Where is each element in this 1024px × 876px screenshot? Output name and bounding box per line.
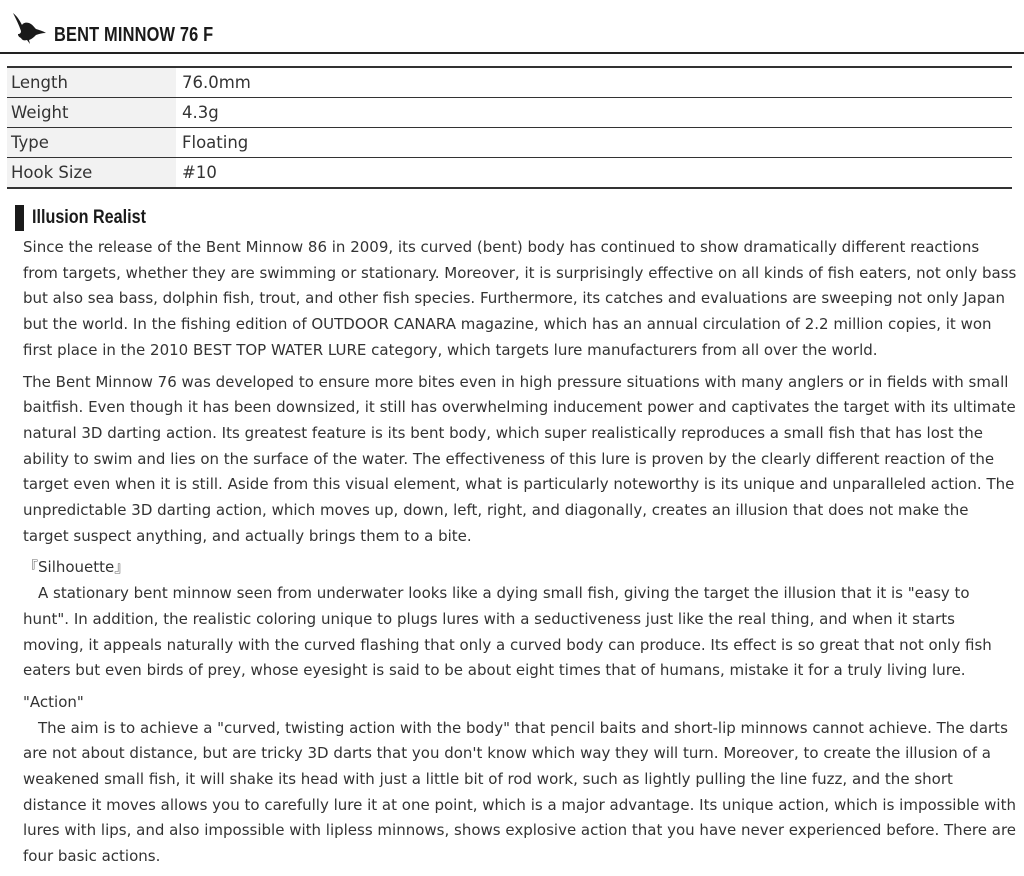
spec-value: #10 bbox=[182, 163, 217, 182]
intro-paragraph: Since the release of the Bent Minnow 86 in 2009, its curved (bent) body has continued to show dramatically different reactions from targets, whether they are swimming or stationary. Moreover, it is surprisingly effective on all kinds of fish eaters, not only bass but also sea bass, dolphin fish, trout, and other fish species. Furthermore, its catches and evaluations are sweeping not only Japan but the world. In the fishing edition of OUTDOOR CANARA magazine, which has an annual circulation of 2.2 million copies, it won first place in the 2010 BEST TOP WATER LURE category, which targets lure manufacturers from all over the world. bbox=[23, 238, 1017, 359]
spec-value: Floating bbox=[176, 128, 1012, 158]
action-paragraph: The aim is to achieve a "curved, twisting action with the body" that pencil baits and short-lip minnows cannot achieve. The darts are not about distance, but are tricky 3D darts that you don't know which way they will turn. Moreover, to create the illusion of a weakened small fish, it will shake its head with just a little bit of rod work, such as lightly pulling the line fuzz, and the short distance it moves allows you to carefully lure it at one point, which is a major advantage. Its unique action, which is impossible with lures with lips, and also impossible with lipless minnows, shows explosive action that you have never experienced before. There are four basic actions. bbox=[23, 718, 1017, 866]
page-header bbox=[0, 0, 1024, 54]
heading-bar-marker bbox=[15, 205, 24, 231]
bird-logo-icon bbox=[10, 10, 48, 46]
spec-row-length bbox=[7, 67, 1012, 98]
section-heading bbox=[15, 204, 166, 232]
spec-row-type bbox=[7, 128, 1012, 158]
spec-row-hook-size bbox=[7, 158, 1012, 189]
development-paragraph: The Bent Minnow 76 was developed to ensure more bites even in high pressure situations with many anglers or in fields with small baitfish. Even though it has been downsized, it still has overwhelming inducement power and captivates the target with its ultimate natural 3D darting action. Its greatest feature is its bent body, which super realistically reproduces a small fish that has lost the ability to swim and lies on the surface of the water. The effectiveness of this lure is proven by the clearly different reaction of the target even when it is still. Aside from this visual element, what is particularly noteworthy is its unique and unparalleled action. The unpredictable 3D darting action, which moves up, down, left, right, and diagonally, creates an illusion that does not make the target suspect anything, and actually brings them to a bite. bbox=[23, 372, 1016, 545]
product-title: BENT MINNOW 76 F bbox=[54, 24, 214, 46]
silhouette-paragraph: A stationary bent minnow seen from underwater looks like a dying small fish, giving the target the illusion that it is "easy to hunt". In addition, the realistic coloring unique to plugs lures with a seductiveness just like the real thing, and when it starts moving, it appeals naturally with the curved flashing that only a curved body can produce. Its effect is so great that not only fish eaters but even birds of prey, whose eyesight is said to be about eight times that of humans, mistake it for a truly living lure. bbox=[23, 584, 992, 680]
spec-value: 76.0mm bbox=[176, 67, 1012, 98]
spec-label: Hook Size bbox=[7, 158, 176, 189]
spec-value: 4.3g bbox=[176, 98, 1012, 128]
action-subheading: "Action" bbox=[23, 692, 84, 711]
spec-row-weight bbox=[7, 98, 1012, 128]
spec-table bbox=[7, 66, 1012, 189]
spec-label: Length bbox=[7, 67, 176, 98]
spec-label: Weight bbox=[7, 98, 176, 128]
spec-label: Type bbox=[7, 128, 176, 158]
description-content bbox=[23, 235, 1018, 876]
silhouette-subheading: 『Silhouette』 bbox=[23, 558, 130, 577]
section-heading-text: Illusion Realist bbox=[32, 207, 146, 228]
